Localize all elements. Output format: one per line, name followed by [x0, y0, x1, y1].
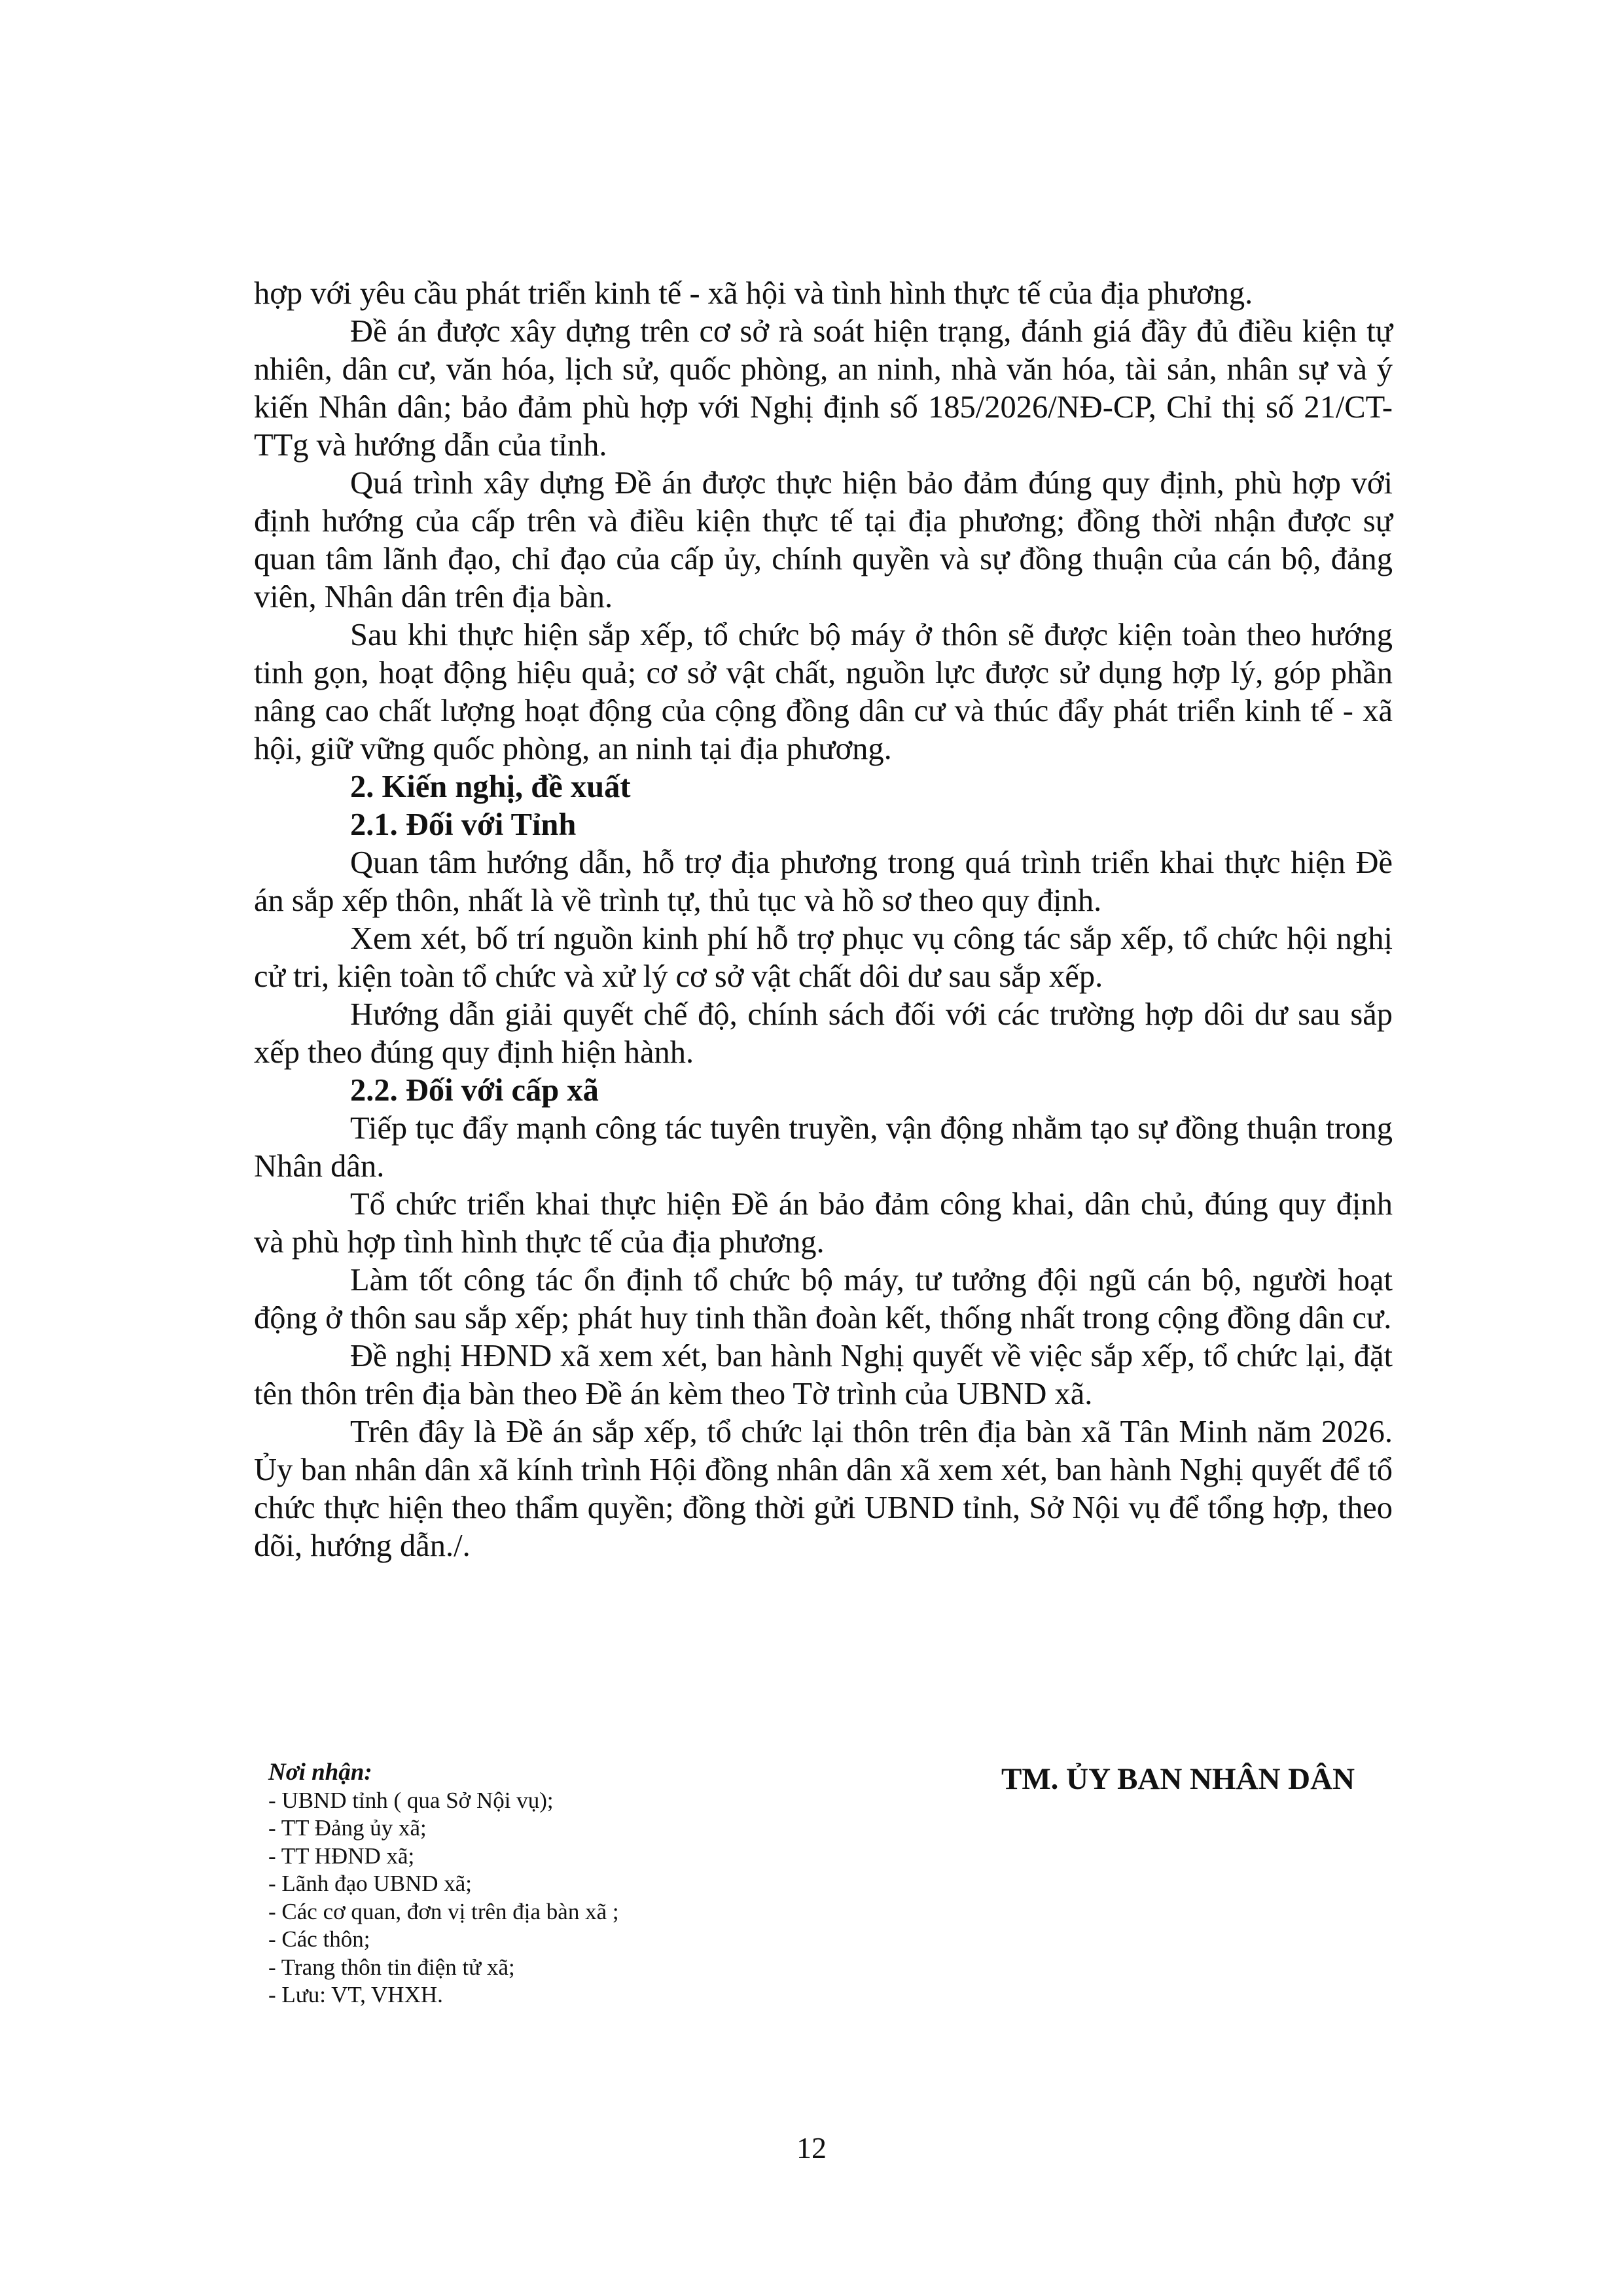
recipient-item: - Lãnh đạo UBND xã; — [268, 1871, 473, 1896]
signature-block — [916, 1760, 1440, 1798]
paragraph: Tiếp tục đẩy mạnh công tác tuyên truyền, vận động nhằm tạo sự đồng thuận trong Nhân dân. — [254, 1111, 1393, 1184]
recipient-item: - Trang thôn tin điện tử xã; — [268, 1954, 515, 1980]
paragraph: Sau khi thực hiện sắp xếp, tổ chức bộ máy ở thôn sẽ được kiện toàn theo hướng tinh gọn, hoạt động hiệu quả; cơ sở vật chất, nguồn lực được sử dụng hợp lý, góp phần nâng cao chất lượng hoạt động của cộng đồng dân cư và thúc đẩy phát triển kinh tế - xã hội, giữ vững quốc phòng, an ninh tại địa phương. — [254, 618, 1393, 766]
paragraph: Đề nghị HĐND xã xem xét, ban hành Nghị quyết về việc sắp xếp, tổ chức lại, đặt tên thôn trên địa bàn theo Đề án kèm theo Tờ trình của UBND xã. — [254, 1339, 1393, 1411]
body-text — [254, 275, 1393, 1565]
recipient-item: - TT HĐND xã; — [268, 1843, 415, 1869]
paragraph: Quan tâm hướng dẫn, hỗ trợ địa phương trong quá trình triển khai thực hiện Đề án sắp xếp thôn, nhất là về trình tự, thủ tục và hồ sơ theo quy định. — [254, 845, 1393, 918]
page-number: 12 — [796, 2131, 827, 2164]
recipient-item: - Lưu: VT, VHXH. — [268, 1982, 443, 2007]
recipient-item: - UBND tỉnh ( qua Sở Nội vụ); — [268, 1787, 554, 1813]
paragraph: Quá trình xây dựng Đề án được thực hiện bảo đảm đúng quy định, phù hợp với định hướng của cấp trên và điều kiện thực tế tại địa phương; đồng thời nhận được sự quan tâm lãnh đạo, chỉ đạo của cấp ủy, chính quyền và sự đồng thuận của cán bộ, đảng viên, Nhân dân trên địa bàn. — [254, 466, 1393, 614]
recipient-item: - TT Đảng ủy xã; — [268, 1815, 427, 1841]
paragraph: Tổ chức triển khai thực hiện Đề án bảo đảm công khai, dân chủ, đúng quy định và phù hợp tình hình thực tế của địa phương. — [254, 1187, 1393, 1260]
paragraph: Hướng dẫn giải quyết chế độ, chính sách đối với các trường hợp dôi dư sau sắp xếp theo đúng quy định hiện hành. — [254, 997, 1393, 1070]
paragraph: Đề án được xây dựng trên cơ sở rà soát hiện trạng, đánh giá đầy đủ điều kiện tự nhiên, dân cư, văn hóa, lịch sử, quốc phòng, an ninh, nhà văn hóa, tài sản, nhân sự và ý kiến Nhân dân; bảo đảm phù hợp với Nghị định số 185/2026/NĐ-CP, Chỉ thị số 21/CT-TTg và hướng dẫn của tỉnh. — [254, 314, 1393, 463]
subsection-heading: 2.1. Đối với Tỉnh — [350, 807, 577, 842]
subsection-heading: 2.2. Đối với cấp xã — [350, 1073, 599, 1108]
section-heading: 2. Kiến nghị, đề xuất — [350, 769, 631, 804]
paragraph: hợp với yêu cầu phát triển kinh tế - xã hội và tình hình thực tế của địa phương. — [254, 276, 1253, 311]
recipient-item: - Các thôn; — [268, 1926, 370, 1952]
signature-title: TM. ỦY BAN NHÂN DÂN — [1001, 1762, 1355, 1796]
recipients-block — [268, 1759, 857, 2009]
recipients-heading: Nơi nhận: — [268, 1759, 372, 1786]
recipients-list — [268, 1787, 857, 2009]
recipient-item: - Các cơ quan, đơn vị trên địa bàn xã ; — [268, 1898, 619, 1924]
paragraph: Làm tốt công tác ổn định tổ chức bộ máy, tư tưởng đội ngũ cán bộ, người hoạt động ở thôn sau sắp xếp; phát huy tinh thần đoàn kết, thống nhất trong cộng đồng dân cư. — [254, 1263, 1393, 1335]
paragraph: Xem xét, bố trí nguồn kinh phí hỗ trợ phục vụ công tác sắp xếp, tổ chức hội nghị cử tri, kiện toàn tổ chức và xử lý cơ sở vật chất dôi dư sau sắp xếp. — [254, 921, 1393, 994]
paragraph: Trên đây là Đề án sắp xếp, tổ chức lại thôn trên địa bàn xã Tân Minh năm 2026. Ủy ban nhân dân xã kính trình Hội đồng nhân dân xã xem xét, ban hành Nghị quyết để tổ chức thực hiện theo thẩm quyền; đồng thời gửi UBND tỉnh, Sở Nội vụ để tổng hợp, theo dõi, hướng dẫn./. — [254, 1415, 1393, 1563]
